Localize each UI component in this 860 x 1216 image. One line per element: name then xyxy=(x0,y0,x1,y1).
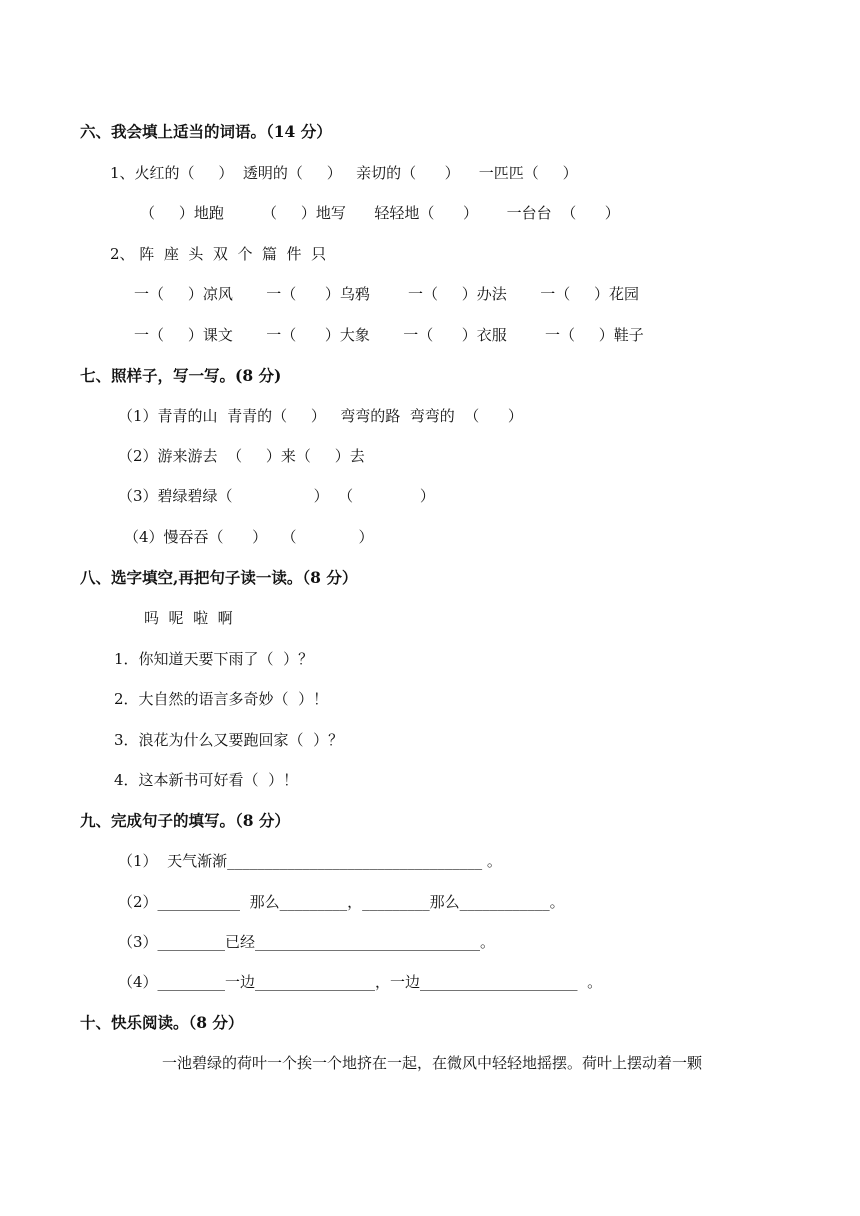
section-8-line-4: 4．这本新书可好看（ ）！ xyxy=(114,771,299,789)
section-9-line-3: （3）_________已经______________________________。 xyxy=(118,933,496,951)
section-9-line-1: （1） 天气渐渐__________________________________ 。 xyxy=(118,852,502,870)
section-9-title: 九、完成句子的填写。（8 分） xyxy=(80,811,290,830)
reading-paragraph: 一池碧绿的荷叶一个挨一个地挤在一起，在微风中轻轻地摇摆。荷叶上摆动着一颗 xyxy=(162,1054,703,1072)
section-8-line-3: 3．浪花为什么又要跑回家（ ）？ xyxy=(114,731,344,749)
section-8-line-2: 2．大自然的语言多奇妙（ ）！ xyxy=(114,690,329,708)
section-7-line-2: （2）游来游去 （ ）来（ ）去 xyxy=(118,447,365,465)
section-6-line-4: 一（ ）凉风 一（ ）乌鸦 一（ ）办法 一（ ）花园 xyxy=(134,285,640,303)
section-7-title: 七、照样子，写一写。(8 分) xyxy=(80,366,282,385)
section-7-line-4: （4）慢吞吞（ ） （ ） xyxy=(124,528,374,546)
section-9-line-4: （4）_________一边________________，一边_____________________ 。 xyxy=(118,973,603,991)
section-6-line-2: （ ）地跑 （ ）地写 轻轻地（ ） 一台台 （ ） xyxy=(140,204,620,222)
section-6-line-5: 一（ ）课文 一（ ）大象 一（ ）衣服 一（ ）鞋子 xyxy=(134,326,644,344)
section-10-title: 十、快乐阅读。（8 分） xyxy=(80,1013,244,1032)
section-6-line-1: 1、火红的（ ） 透明的（ ） 亲切的（ ） 一匹匹（ ） xyxy=(110,164,578,182)
section-6-title: 六、我会填上适当的词语。（14 分） xyxy=(80,122,332,141)
section-8-word-bank: 吗 呢 啦 啊 xyxy=(144,609,233,627)
section-9-line-2: （2）___________ 那么_________，_________那么____________。 xyxy=(118,893,565,911)
section-8-line-1: 1．你知道天要下雨了（ ）？ xyxy=(114,650,314,668)
section-8-title: 八、选字填空,再把句子读一读。（8 分） xyxy=(80,568,358,587)
section-7-line-1: （1）青青的山 青青的（ ） 弯弯的路 弯弯的 （ ） xyxy=(118,407,523,425)
section-7-line-3: （3）碧绿碧绿（ ） （ ） xyxy=(118,487,435,505)
section-6-word-bank: 2、 阵 座 头 双 个 篇 件 只 xyxy=(110,245,327,263)
